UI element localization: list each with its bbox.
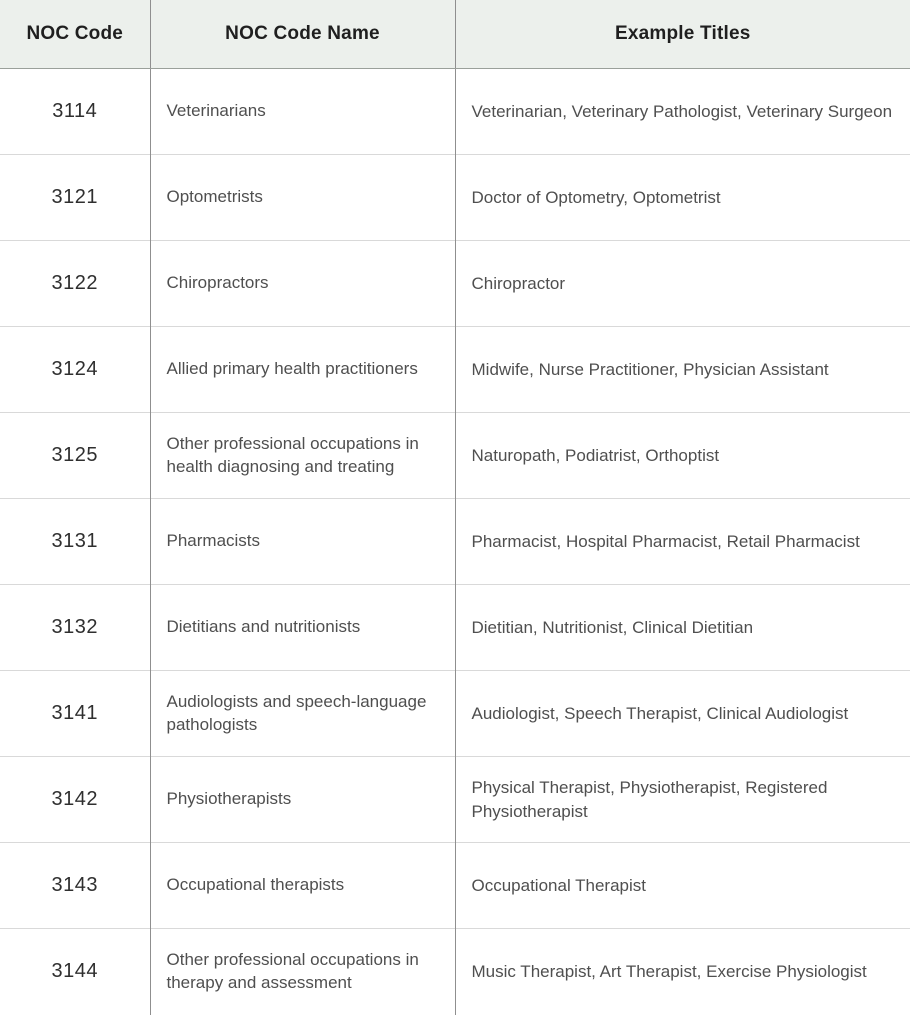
example-titles-cell: Audiologist, Speech Therapist, Clinical Audiologist	[455, 671, 910, 757]
noc-code-cell: 3114	[0, 69, 150, 155]
example-titles-cell: Veterinarian, Veterinary Pathologist, Veterinary Surgeon	[455, 69, 910, 155]
noc-code-cell: 3132	[0, 585, 150, 671]
table-row	[0, 929, 910, 1015]
table-row	[0, 757, 910, 843]
example-titles-cell: Pharmacist, Hospital Pharmacist, Retail Pharmacist	[455, 499, 910, 585]
table-body	[0, 69, 910, 1015]
noc-code-cell: 3142	[0, 757, 150, 843]
noc-name-cell: Physiotherapists	[150, 757, 455, 843]
table-row	[0, 155, 910, 241]
noc-code-cell: 3125	[0, 413, 150, 499]
noc-name-cell: Occupational therapists	[150, 843, 455, 929]
noc-name-cell: Veterinarians	[150, 69, 455, 155]
table-row	[0, 69, 910, 155]
header-row	[0, 0, 910, 69]
example-titles-cell: Physical Therapist, Physiotherapist, Registered Physiotherapist	[455, 757, 910, 843]
noc-code-cell: 3143	[0, 843, 150, 929]
column-header-noc-code: NOC Code	[0, 0, 150, 69]
table-row	[0, 241, 910, 327]
noc-name-cell: Dietitians and nutritionists	[150, 585, 455, 671]
example-titles-cell: Dietitian, Nutritionist, Clinical Dietitian	[455, 585, 910, 671]
table-header	[0, 0, 910, 69]
noc-code-cell: 3131	[0, 499, 150, 585]
example-titles-cell: Music Therapist, Art Therapist, Exercise Physiologist	[455, 929, 910, 1015]
noc-name-cell: Other professional occupations in health diagnosing and treating	[150, 413, 455, 499]
noc-code-cell: 3141	[0, 671, 150, 757]
table-row	[0, 499, 910, 585]
noc-name-cell: Pharmacists	[150, 499, 455, 585]
noc-name-cell: Optometrists	[150, 155, 455, 241]
noc-name-cell: Other professional occupations in therapy and assessment	[150, 929, 455, 1015]
example-titles-cell: Midwife, Nurse Practitioner, Physician Assistant	[455, 327, 910, 413]
noc-name-cell: Audiologists and speech-language pathologists	[150, 671, 455, 757]
example-titles-cell: Occupational Therapist	[455, 843, 910, 929]
noc-code-cell: 3144	[0, 929, 150, 1015]
column-header-noc-code-name: NOC Code Name	[150, 0, 455, 69]
noc-code-cell: 3124	[0, 327, 150, 413]
example-titles-cell: Chiropractor	[455, 241, 910, 327]
column-header-example-titles: Example Titles	[455, 0, 910, 69]
table-row	[0, 843, 910, 929]
noc-code-cell: 3122	[0, 241, 150, 327]
noc-name-cell: Chiropractors	[150, 241, 455, 327]
noc-code-cell: 3121	[0, 155, 150, 241]
example-titles-cell: Naturopath, Podiatrist, Orthoptist	[455, 413, 910, 499]
noc-name-cell: Allied primary health practitioners	[150, 327, 455, 413]
table-row	[0, 413, 910, 499]
table-row	[0, 327, 910, 413]
example-titles-cell: Doctor of Optometry, Optometrist	[455, 155, 910, 241]
table-row	[0, 585, 910, 671]
table-row	[0, 671, 910, 757]
